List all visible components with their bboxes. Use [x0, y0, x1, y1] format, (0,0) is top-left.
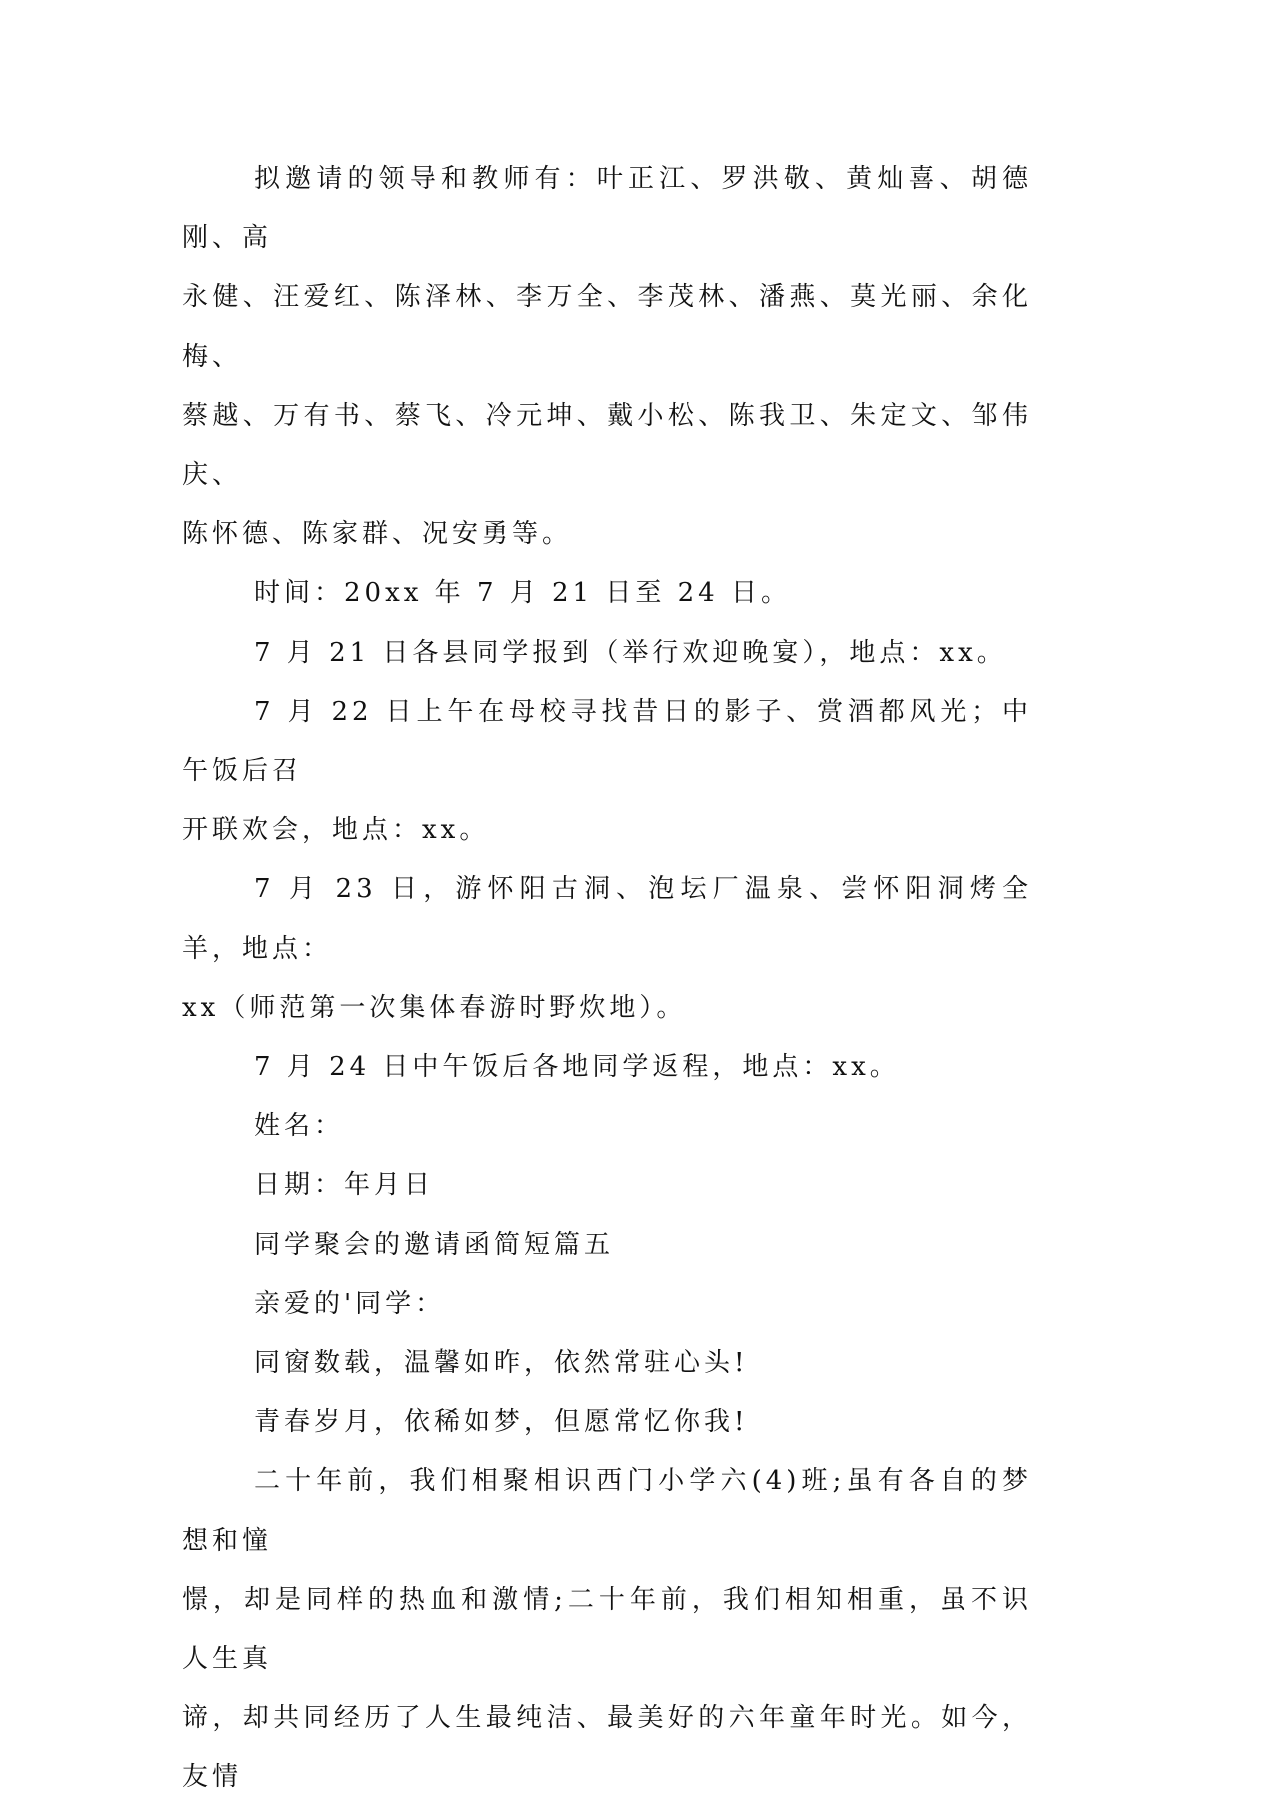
paragraph-name: 姓名： [254, 1111, 345, 1142]
paragraph-schedule-21: 7 月 21 日各县同学报到（举行欢迎晚宴），地点：xx。 [254, 637, 1007, 668]
section-title: 同学聚会的邀请函简短篇五 [254, 1229, 615, 1260]
paragraph-schedule-24: 7 月 24 日中午饭后各地同学返程，地点：xx。 [254, 1052, 900, 1083]
paragraph-verse-2: 青春岁月，依稀如梦，但愿常忆你我! [254, 1407, 749, 1438]
paragraph-time: 时间：20xx 年 7 月 21 日至 24 日。 [254, 578, 791, 609]
paragraph-invited-teachers: 拟邀请的领导和教师有：叶正江、罗洪敬、黄灿喜、胡德刚、高 永健、汪爱红、陈泽林、李万全、李茂林、潘燕、莫光丽、余化梅、 蔡越、万有书、蔡飞、冷元坤、戴小松、陈我卫、朱定文、邹伟庆、 陈怀德、陈家群、况安勇等。 [182, 164, 1032, 550]
paragraph-body: 二十年前，我们相聚相识西门小学六(4)班;虽有各自的梦想和憧 憬，却是同样的热血和激情;二十年前，我们相知相重，虽不识人生真 谛，却共同经历了人生最纯洁、最美好的六年童年时光。如今，友情 [182, 1466, 1032, 1793]
paragraph-schedule-22: 7 月 22 日上午在母校寻找昔日的影子、赏酒都风光；中午饭后召 开联欢会，地点：xx。 [182, 696, 1032, 846]
paragraph-date: 日期：年月日 [254, 1170, 435, 1201]
paragraph-verse-1: 同窗数载，温馨如昨，依然常驻心头! [254, 1348, 749, 1379]
document-page [182, 150, 1032, 1808]
paragraph-greeting: 亲爱的'同学： [254, 1288, 446, 1319]
paragraph-schedule-23: 7 月 23 日，游怀阳古洞、泡坛厂温泉、尝怀阳洞烤全羊，地点： xx（师范第一次集体春游时野炊地）。 [182, 874, 1032, 1023]
